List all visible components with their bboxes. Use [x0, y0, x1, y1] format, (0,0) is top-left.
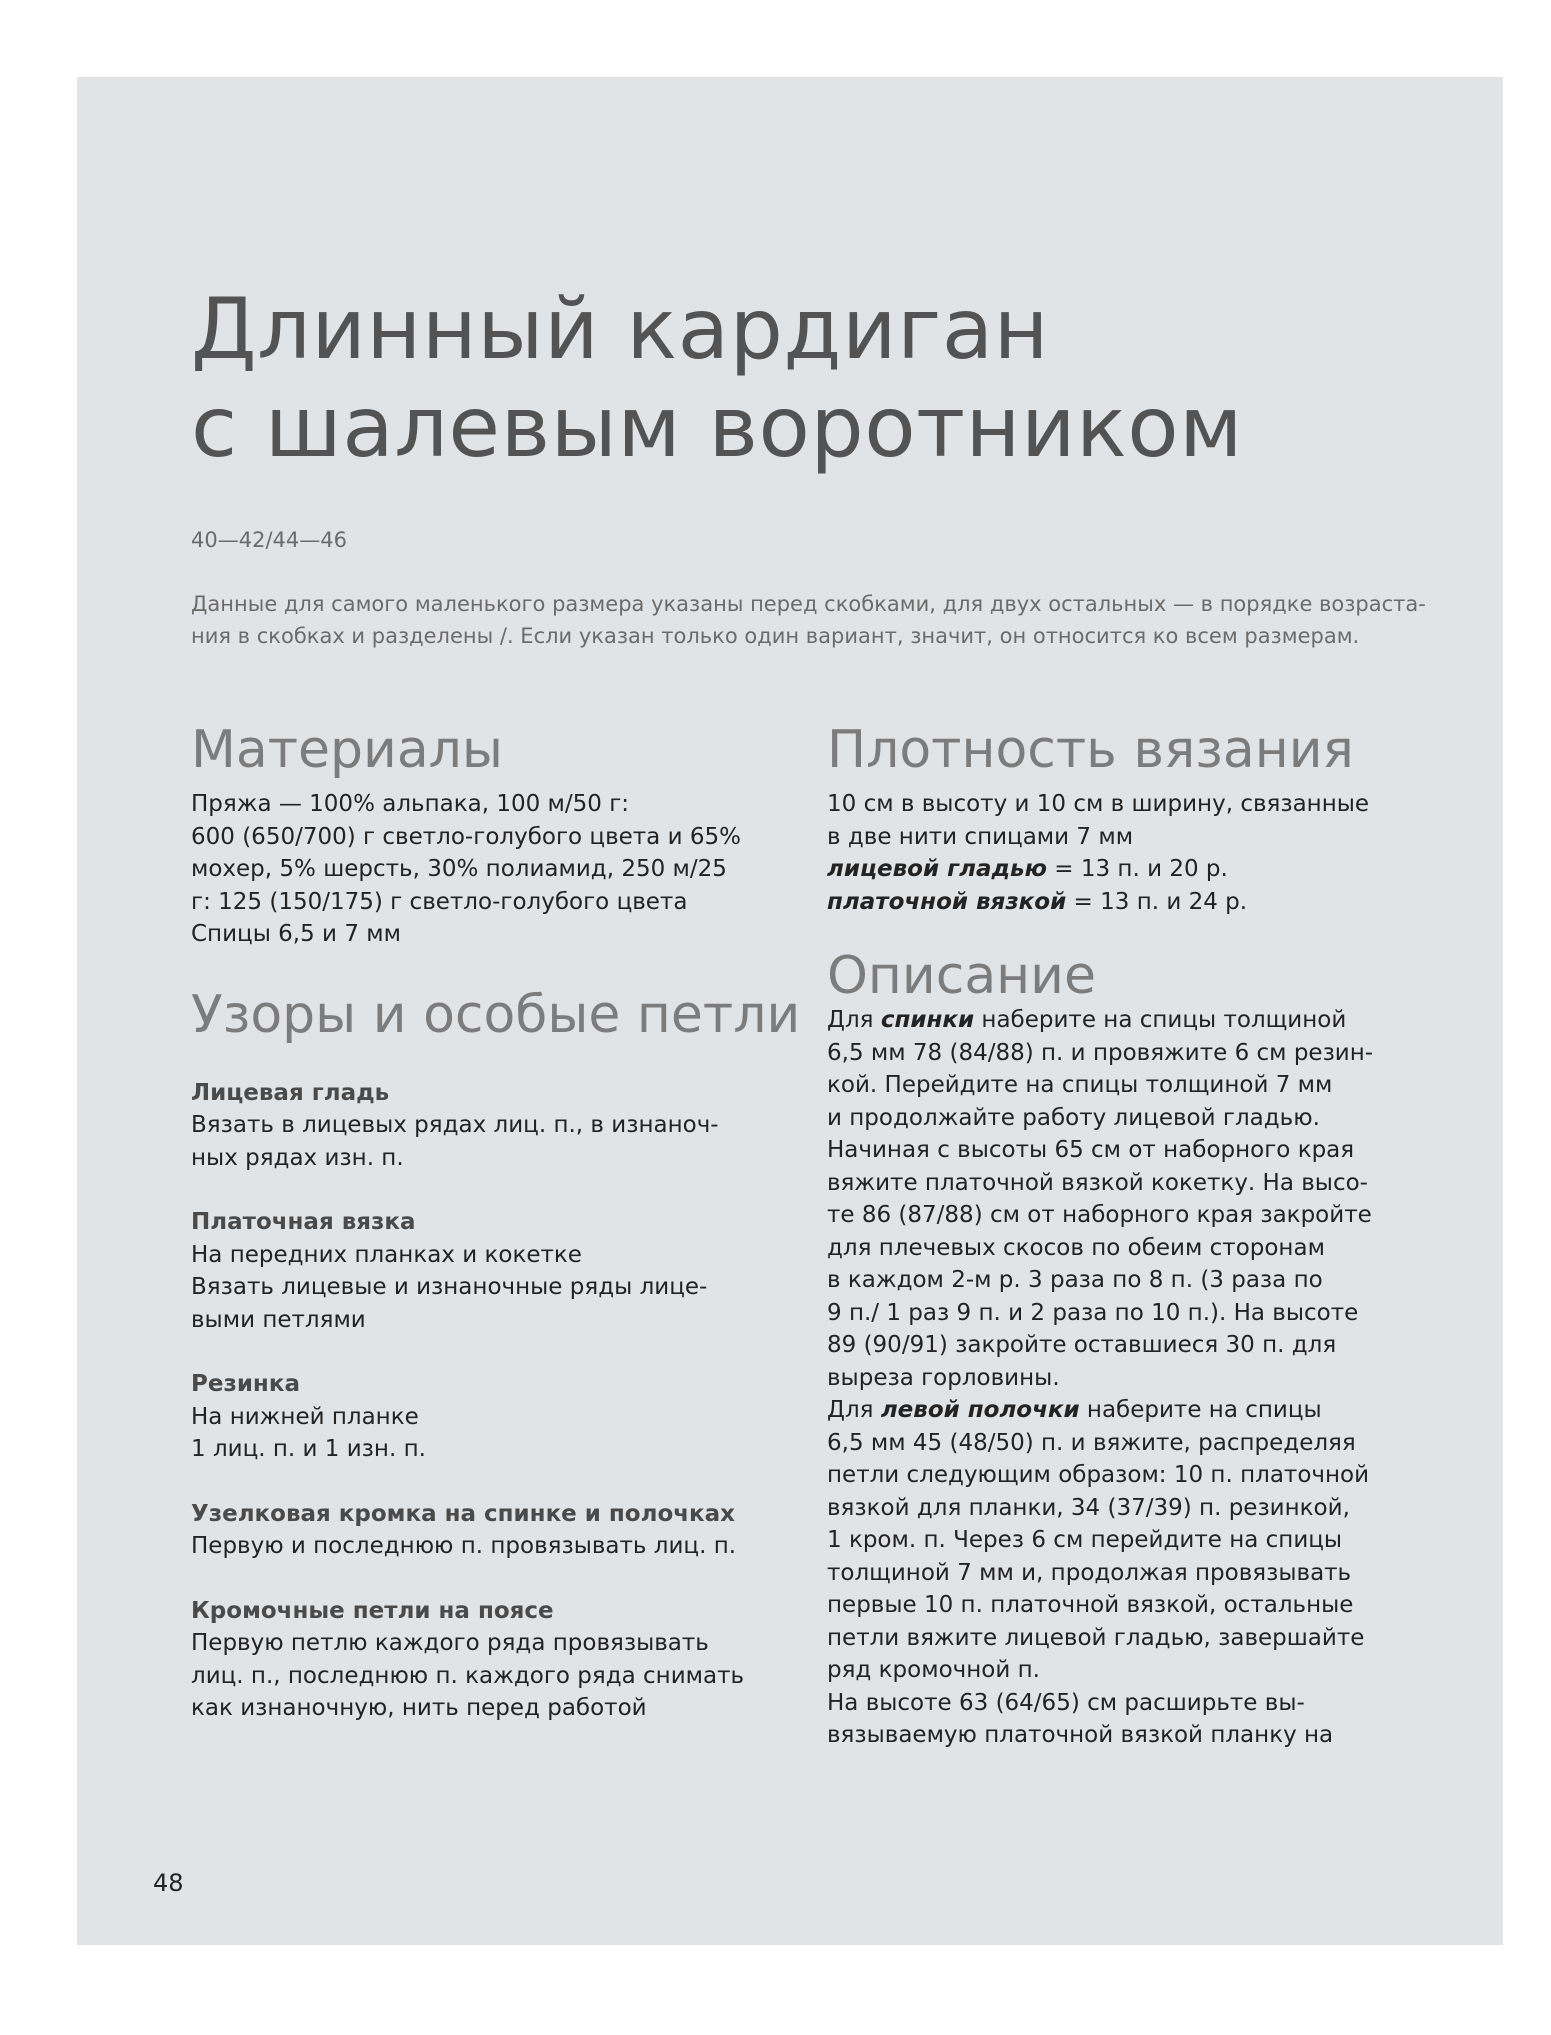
pattern-name: Платочная вязка — [191, 1209, 416, 1235]
gauge-line — [827, 853, 1427, 886]
description-line: первые 10 п. платочной вязкой, остальные — [827, 1592, 1354, 1618]
pattern-name: Кромочные петли на поясе — [191, 1597, 554, 1624]
description-line: выреза горловины. — [827, 1364, 1060, 1391]
pattern-name: Резинка — [191, 1371, 300, 1397]
gauge-line: в две нити спицами 7 мм — [827, 823, 1134, 850]
pattern-item — [191, 1368, 781, 1466]
pattern-line: На нижней планке — [191, 1403, 419, 1430]
gauge-value: = 13 п. и 20 р. — [1046, 856, 1228, 882]
description-line: для плечевых скосов по обеим сторонам — [827, 1234, 1325, 1261]
gauge-line — [827, 886, 1427, 919]
materials-line: мохер, 5% шерсть, 30% полиамид, 250 м/25 — [191, 856, 727, 882]
title-line-2: с шалевым воротником — [191, 378, 1244, 476]
title-line-1: Длинный кардиган — [191, 280, 1050, 378]
description-line: петли следующим образом: 10 п. платочной — [827, 1462, 1370, 1488]
gauge-heading: Плотность вязания — [827, 720, 1354, 780]
pattern-line: Вязать лицевые и изнаночные ряды лице- — [191, 1274, 708, 1300]
pattern-line: как изнаночную, нить перед работой — [191, 1695, 647, 1721]
description-line: в каждом 2-м р. 3 раза по 8 п. (3 раза по — [827, 1267, 1323, 1293]
pattern-line: выми петлями — [191, 1306, 366, 1333]
patterns-list — [191, 1077, 781, 1725]
materials-line: 600 (650/700) г светло-голубого цвета и 65% — [191, 823, 741, 850]
pattern-line: На передних планках и кокетке — [191, 1241, 582, 1268]
description-line: Начиная с высоты 65 см от наборного края — [827, 1137, 1355, 1163]
description-line: 89 (90/91) закройте оставшиеся 30 п. для — [827, 1332, 1337, 1358]
left-column — [191, 718, 801, 1757]
materials-line: Спицы 6,5 и 7 мм — [191, 921, 401, 947]
description-text: Для — [827, 1007, 881, 1033]
description-line: петли вяжите лицевой гладью, завершайте — [827, 1624, 1365, 1651]
pattern-name: Узелковая кромка на спинке и полочках — [191, 1500, 736, 1527]
pattern-item — [191, 1498, 781, 1563]
description-line — [827, 1004, 1427, 1037]
gauge-stitch-name: лицевой гладью — [827, 856, 1047, 882]
page-number: 48 — [153, 1869, 184, 1897]
pattern-line: 1 лиц. п. и 1 изн. п. — [191, 1436, 426, 1462]
pattern-item — [191, 1595, 781, 1725]
pattern-item — [191, 1077, 781, 1175]
size-range: 40—42/44—46 — [191, 528, 347, 552]
description-line: те 86 (87/88) см от наборного края закройте — [827, 1202, 1372, 1228]
right-column — [827, 718, 1427, 1752]
description-body — [827, 1004, 1427, 1752]
description-line — [827, 1394, 1427, 1427]
description-line: ряд кромочной п. — [827, 1657, 1040, 1683]
gauge-stitch-name: платочной вязкой — [827, 888, 1067, 915]
description-line: вязываемую платочной вязкой планку на — [827, 1722, 1334, 1748]
description-line: 1 кром. п. Через 6 см перейдите на спицы — [827, 1527, 1343, 1553]
materials-heading: Материалы — [191, 720, 503, 780]
pattern-line: Вязать в лицевых рядах лиц. п., в изнаноч- — [191, 1112, 719, 1138]
size-note-line: Данные для самого маленького размера указаны перед скобками, для двух остальных — в порядке возраста- — [191, 592, 1426, 616]
size-note-line: ния в скобках и разделены /. Если указан только один вариант, значит, он относится ко всем размерам. — [191, 624, 1360, 648]
description-line: и продолжайте работу лицевой гладью. — [827, 1104, 1320, 1131]
pattern-line: лиц. п., последнюю п. каждого ряда снимать — [191, 1662, 745, 1689]
description-text: наберите на спицы толщиной — [974, 1007, 1347, 1033]
description-line: вяжите платочной вязкой кокетку. На высо- — [827, 1169, 1368, 1196]
pattern-line: Первую и последнюю п. провязывать лиц. п. — [191, 1533, 737, 1559]
description-emphasis: спинки — [880, 1007, 975, 1033]
pattern-line: ных рядах изн. п. — [191, 1144, 404, 1171]
description-line: 6,5 мм 45 (48/50) п. и вяжите, распределяя — [827, 1429, 1356, 1456]
pattern-line: Первую петлю каждого ряда провязывать — [191, 1630, 709, 1656]
description-text: наберите на спицы — [1079, 1397, 1322, 1423]
page-title — [191, 280, 1243, 476]
materials-line: Пряжа — 100% альпака, 100 м/50 г: — [191, 791, 630, 817]
description-line: толщиной 7 мм и, продолжая провязывать — [827, 1559, 1352, 1586]
description-line: 6,5 мм 78 (84/88) п. и провяжите 6 см резин- — [827, 1039, 1374, 1066]
materials-body — [191, 788, 781, 951]
materials-line: г: 125 (150/175) г светло-голубого цвета — [191, 888, 688, 915]
gauge-body — [827, 788, 1427, 918]
gauge-value: = 13 п. и 24 р. — [1066, 888, 1248, 915]
patterns-heading: Узоры и особые петли — [191, 984, 801, 1045]
description-line: кой. Перейдите на спицы толщиной 7 мм — [827, 1072, 1333, 1098]
pattern-item — [191, 1206, 781, 1336]
description-emphasis: левой полочки — [880, 1397, 1080, 1423]
gauge-line: 10 см в высоту и 10 см в ширину, связанные — [827, 791, 1370, 817]
description-line: вязкой для планки, 34 (37/39) п. резинкой, — [827, 1494, 1350, 1521]
description-line: На высоте 63 (64/65) см расширьте вы- — [827, 1689, 1305, 1716]
size-note — [191, 588, 1426, 652]
description-text: Для — [827, 1397, 881, 1423]
description-line: 9 п./ 1 раз 9 п. и 2 раза по 10 п.). На высоте — [827, 1299, 1359, 1326]
description-heading: Описание — [827, 946, 1096, 1006]
pattern-name: Лицевая гладь — [191, 1079, 390, 1106]
